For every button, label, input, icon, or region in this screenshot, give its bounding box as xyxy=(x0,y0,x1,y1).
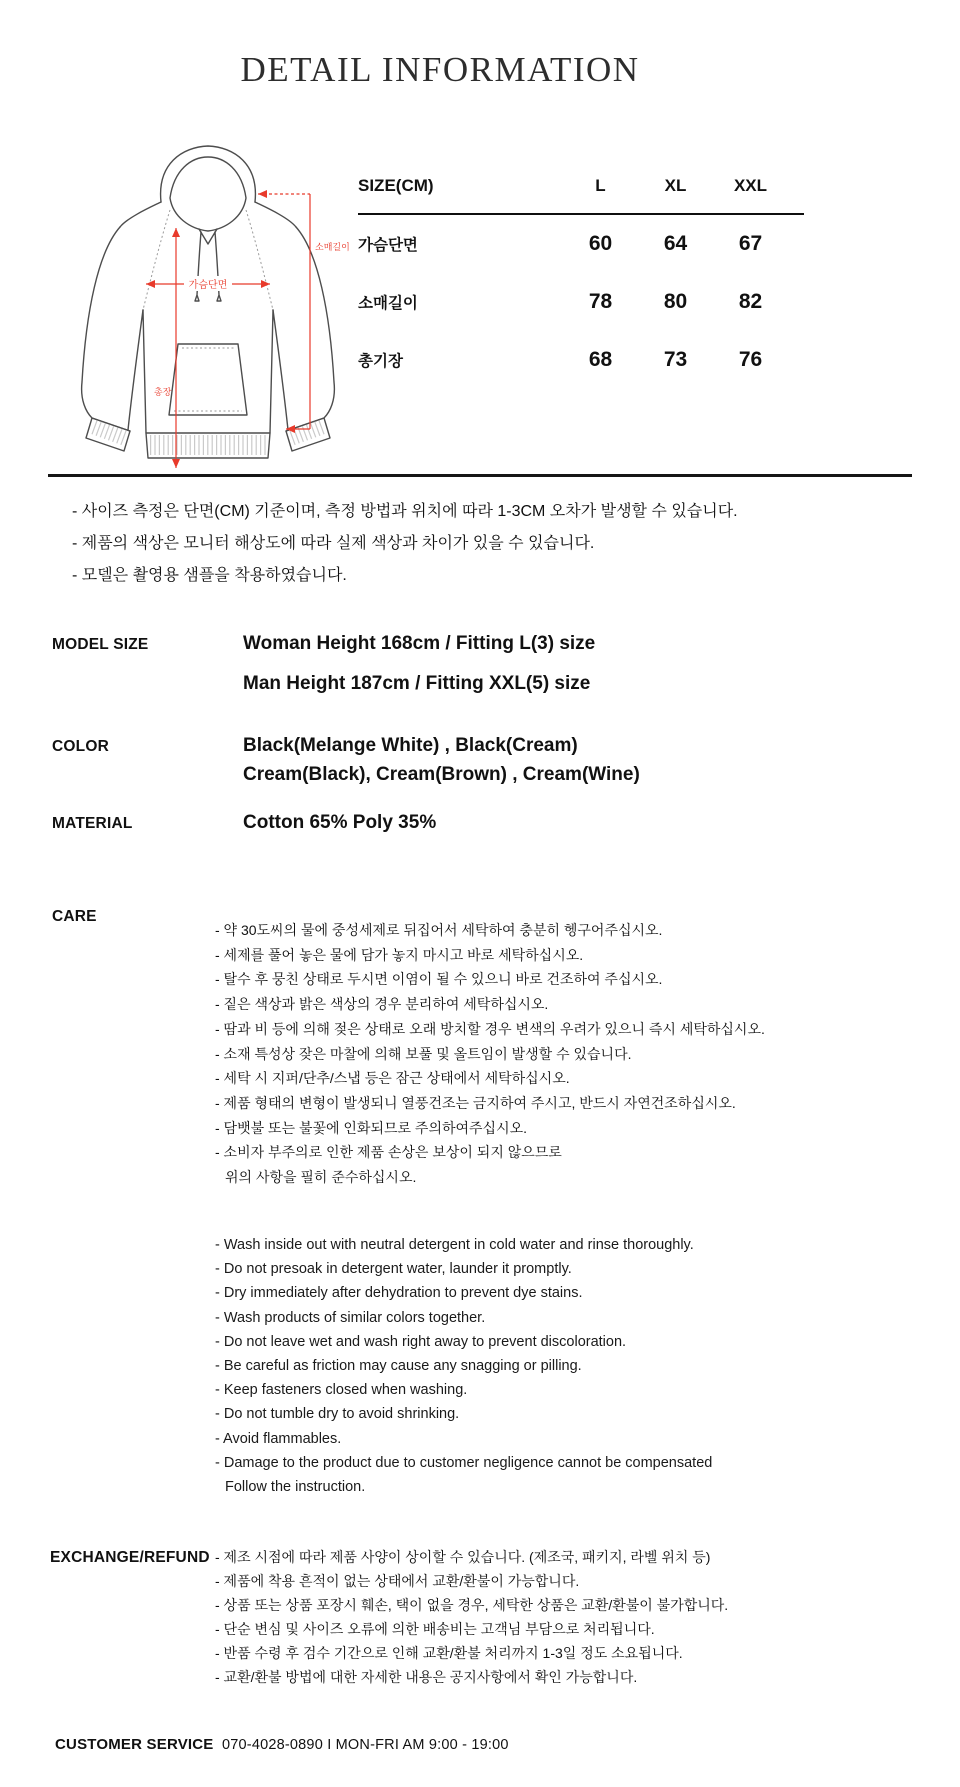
cell-value: 64 xyxy=(663,232,688,255)
list-item: - Do not leave wet and wash right away to prevent discoloration. xyxy=(215,1333,627,1350)
sleeve-inner-edges xyxy=(128,310,288,430)
table-row xyxy=(358,215,804,273)
page-title: DETAIL INFORMATION xyxy=(240,50,640,89)
list-item: - Damage to the product due to customer negligence cannot be compensated xyxy=(215,1454,713,1471)
table-row xyxy=(358,273,804,331)
cell-value: 67 xyxy=(738,232,763,255)
color-value xyxy=(243,731,640,789)
size-chart-header-l: L xyxy=(595,176,606,195)
size-chart-header-size: SIZE(CM) xyxy=(358,176,434,195)
model-size-line-woman: Woman Height 168cm / Fitting L(3) size xyxy=(243,633,596,654)
list-item: - 반품 수령 후 검수 기간으로 인해 교환/환불 처리까지 1-3일 정도 소요됩니다. xyxy=(215,1645,683,1661)
list-item: - 세제를 풀어 놓은 물에 담가 놓지 마시고 바로 세탁하십시오. xyxy=(215,946,584,963)
color-line-1: Black(Melange White) , Black(Cream) xyxy=(243,735,578,756)
list-item: - Wash products of similar colors together. xyxy=(215,1309,486,1326)
pocket-stitching xyxy=(174,348,242,411)
model-size-value xyxy=(243,624,595,704)
list-item: - Do not presoak in detergent water, launder it promptly. xyxy=(215,1261,572,1278)
list-item: - Dry immediately after dehydration to prevent dye stains. xyxy=(215,1285,583,1302)
table-row xyxy=(358,331,804,389)
list-item: 위의 사항을 필히 준수하십시오. xyxy=(225,1169,417,1186)
raglan-seam-left xyxy=(143,210,170,310)
exchange-refund-notes xyxy=(215,1545,728,1689)
material-label: MATERIAL xyxy=(52,815,133,832)
care-label: CARE xyxy=(52,908,97,925)
cell-value: 76 xyxy=(738,348,763,371)
list-item: - 담뱃불 또는 불꽃에 인화되므로 주의하여주십시오. xyxy=(215,1119,528,1136)
material-value: Cotton 65% Poly 35% xyxy=(243,812,437,833)
list-item: - Avoid flammables. xyxy=(215,1430,342,1447)
list-item: - 상품 또는 상품 포장시 훼손, 택이 없을 경우, 세탁한 상품은 교환/환불이 불가합니다. xyxy=(215,1597,729,1613)
list-item: - Wash inside out with neutral detergent in cold water and rinse thoroughly. xyxy=(215,1237,694,1253)
hood-opening xyxy=(170,157,246,231)
model-size-label: MODEL SIZE xyxy=(52,636,149,653)
kangaroo-pocket xyxy=(169,344,247,415)
list-item: - 소비자 부주의로 인한 제품 손상은 보상이 되지 않으므로 xyxy=(215,1144,562,1161)
list-item: - 짙은 색상과 밝은 색상의 경우 분리하여 세탁하십시오. xyxy=(215,996,549,1013)
color-line-2: Cream(Black), Cream(Brown) , Cream(Wine) xyxy=(243,764,640,785)
list-item: Follow the instruction. xyxy=(225,1479,366,1496)
list-item: - Be careful as friction may cause any snagging or pilling. xyxy=(215,1358,582,1375)
hoodie-diagram xyxy=(58,132,358,477)
measurement-notes xyxy=(72,496,738,592)
list-item: - Keep fasteners closed when washing. xyxy=(215,1382,468,1399)
length-measure-line xyxy=(172,228,180,468)
list-item: - 약 30도씨의 물에 중성세제로 뒤집어서 세탁하여 충분히 헹구어주십시오. xyxy=(215,922,663,938)
list-item: - 단순 변심 및 사이즈 오류에 의한 배송비는 고객님 부담으로 처리됩니다. xyxy=(215,1621,655,1637)
cuff-right xyxy=(286,418,330,451)
care-instructions-korean xyxy=(215,918,765,1190)
exchange-refund-label: EXCHANGE/REFUND xyxy=(50,1549,210,1566)
list-item: - 땀과 비 등에 의해 젖은 상태로 오래 방치할 경우 변색의 우려가 있으니 즉시 세탁하십시오. xyxy=(215,1020,765,1037)
list-item: - 제품에 착용 흔적이 없는 상태에서 교환/환불이 가능합니다. xyxy=(215,1573,580,1589)
row-label-chest: 가슴단면 xyxy=(358,237,418,254)
hood-outline xyxy=(161,146,256,202)
customer-service-value: 070-4028-0890 I MON-FRI AM 9:00 - 19:00 xyxy=(222,1737,509,1753)
cuff-ribbing-left xyxy=(94,427,124,438)
cell-value: 68 xyxy=(588,348,613,371)
chest-measure-label: 가슴단면 xyxy=(188,280,228,291)
cell-value: 73 xyxy=(663,348,688,371)
cuff-left xyxy=(86,418,130,451)
sleeve-left xyxy=(82,227,130,431)
cell-value: 60 xyxy=(588,232,613,255)
length-measure-label: 총장 xyxy=(154,387,172,397)
shoulder-lines xyxy=(120,202,296,227)
model-size-line-man: Man Height 187cm / Fitting XXL(5) size xyxy=(243,673,591,694)
list-item: - 모델은 촬영용 샘플을 착용하였습니다. xyxy=(72,567,347,584)
list-item: - 제품 형태의 변형이 발생되니 열풍건조는 금지하여 주시고, 반드시 자연건조하십시오. xyxy=(215,1094,736,1111)
cell-value: 78 xyxy=(588,290,613,313)
size-chart-header-xxl: XXL xyxy=(733,176,768,195)
color-label: COLOR xyxy=(52,738,109,755)
sleeve-measure-label: 소매길이 xyxy=(315,242,350,252)
size-chart xyxy=(358,148,804,389)
list-item: - 제품의 색상은 모니터 해상도에 따라 실제 색상과 차이가 있을 수 있습니다. xyxy=(72,535,595,552)
list-item: - 소재 특성상 잦은 마찰에 의해 보풀 및 올트임이 발생할 수 있습니다. xyxy=(215,1045,632,1062)
row-label-sleeve: 소매길이 xyxy=(358,295,418,312)
list-item: - 탈수 후 뭉친 상태로 두시면 이염이 될 수 있으니 바로 건조하여 주십시오. xyxy=(215,971,663,988)
size-chart-header-row xyxy=(358,148,804,206)
row-label-length: 총기장 xyxy=(358,353,403,370)
list-item: - 세탁 시 지퍼/단추/스냅 등은 잠근 상태에서 세탁하십시오. xyxy=(215,1070,570,1087)
size-chart-header-xl: XL xyxy=(664,176,687,195)
cell-value: 82 xyxy=(738,290,763,313)
list-item: - 교환/환불 방법에 대한 자세한 내용은 공지사항에서 확인 가능합니다. xyxy=(215,1669,638,1685)
list-item: - 제조 시점에 따라 제품 사양이 상이할 수 있습니다. (제조국, 패키지, 라벨 위치 등) xyxy=(215,1549,711,1565)
cell-value: 80 xyxy=(663,290,688,313)
list-item: - Do not tumble dry to avoid shrinking. xyxy=(215,1406,460,1423)
list-item: - 사이즈 측정은 단면(CM) 기준이며, 측정 방법과 위치에 따라 1-3CM 오차가 발생할 수 있습니다. xyxy=(72,503,738,520)
customer-service-label: CUSTOMER SERVICE xyxy=(55,1736,214,1753)
raglan-seam-right xyxy=(246,210,273,310)
care-instructions-english xyxy=(215,1233,712,1499)
section-divider xyxy=(48,474,912,477)
